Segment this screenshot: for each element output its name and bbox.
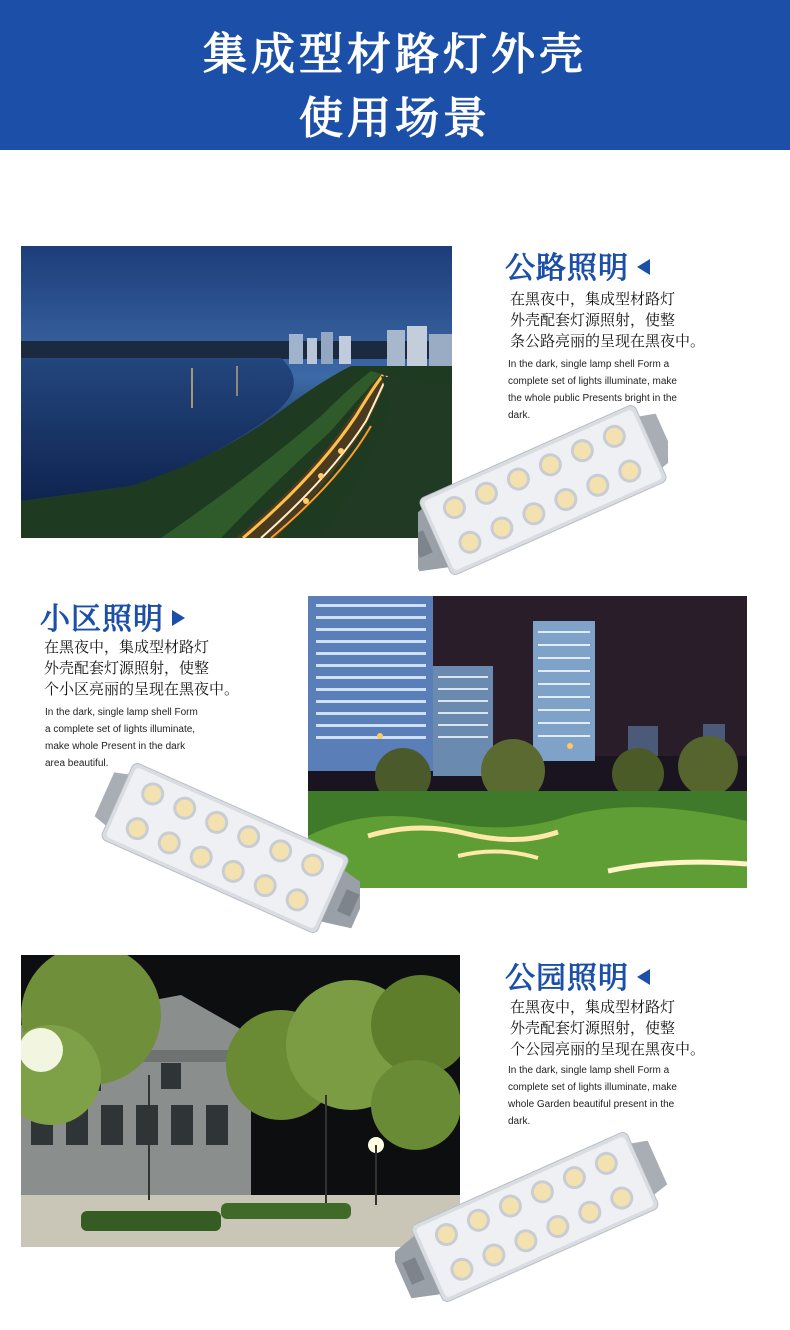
banner-title-line1: 集成型材路灯外壳 xyxy=(203,29,587,80)
park-description-cn xyxy=(510,997,705,1060)
triangle-left-icon xyxy=(637,969,650,985)
residential-description-cn xyxy=(44,637,239,700)
street-lamp-housing-image xyxy=(90,760,360,935)
description-line: 外壳配套灯源照射，使整 xyxy=(44,659,210,677)
highway-description-cn xyxy=(510,289,705,352)
park-description-en xyxy=(508,1062,677,1130)
highway-night-photo xyxy=(21,246,452,538)
description-line: In the dark, single lamp shell Form a xyxy=(508,359,670,370)
description-line: 在黑夜中，集成型材路灯 xyxy=(44,638,210,656)
description-line: 在黑夜中，集成型材路灯 xyxy=(510,998,676,1016)
description-line: the whole public Presents bright in the xyxy=(508,393,677,404)
park-title-text: 公园照明 xyxy=(505,961,629,996)
description-line: complete set of lights illuminate, make xyxy=(508,376,677,387)
description-line: area beautiful. xyxy=(45,758,109,769)
highway-title xyxy=(505,243,650,287)
triangle-left-icon xyxy=(637,259,650,275)
street-lamp-housing-image xyxy=(418,400,668,580)
description-line: 外壳配套灯源照射，使整 xyxy=(510,1019,676,1037)
description-line: 在黑夜中，集成型材路灯 xyxy=(510,290,676,308)
description-line: In the dark, single lamp shell Form xyxy=(45,707,198,718)
description-line: a complete set of lights illuminate, xyxy=(45,724,196,735)
description-line: 条公路亮丽的呈现在黑夜中。 xyxy=(510,332,706,350)
residential-night-photo xyxy=(308,596,747,888)
residential-title xyxy=(40,594,185,638)
description-line: 外壳配套灯源照射，使整 xyxy=(510,311,676,329)
description-line: dark. xyxy=(508,410,531,421)
park-title xyxy=(505,953,650,997)
description-line: whole Garden beautiful present in the xyxy=(508,1099,675,1110)
description-line: In the dark, single lamp shell Form a xyxy=(508,1065,670,1076)
banner-title-line2: 使用场景 xyxy=(299,93,491,144)
description-line: dark. xyxy=(508,1116,531,1127)
triangle-right-icon xyxy=(172,610,185,626)
description-line: 个小区亮丽的呈现在黑夜中。 xyxy=(44,680,240,698)
header-banner xyxy=(0,0,790,150)
description-line: complete set of lights illuminate, make xyxy=(508,1082,677,1093)
residential-title-text: 小区照明 xyxy=(40,602,164,637)
street-lamp-housing-image xyxy=(395,1125,675,1310)
highway-title-text: 公路照明 xyxy=(505,251,629,286)
description-line: 个公园亮丽的呈现在黑夜中。 xyxy=(510,1040,706,1058)
description-line: make whole Present in the dark xyxy=(45,741,186,752)
